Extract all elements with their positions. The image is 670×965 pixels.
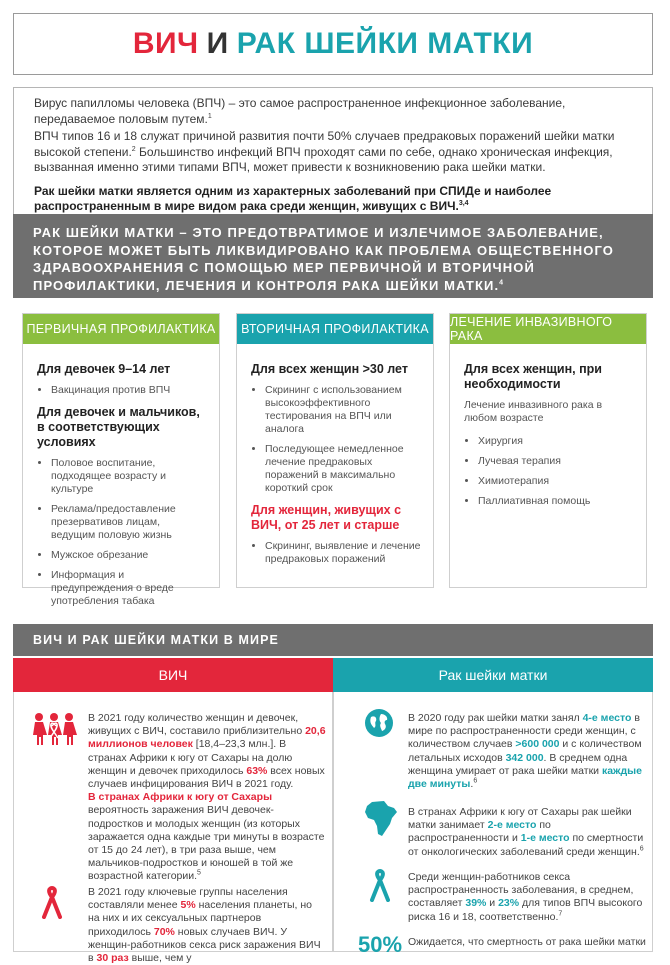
elimination-banner: РАК ШЕЙКИ МАТКИ – ЭТО ПРЕДОТВРАТИМОЕ И ИЗЛЕЧИМОЕ ЗАБОЛЕВАНИЕ, КОТОРОЕ МОЖЕТ БЫТЬ ЛИКВИДИРОВАНО КАК ПРОБЛЕМА ОБЩЕСТВЕННОГО ЗДРАВООХРАНЕНИЯ С ПОМОЩЬЮ МЕР ПЕРВИЧНОЙ И ВТОРИЧНОЙ ПРОФИЛАКТИКИ, ЛЕЧЕНИЯ И КОНТРОЛЯ РАКА ШЕЙКИ МАТКИ.$^4$	[13, 214, 653, 298]
cancer-fact-2: В странах Африки к югу от Сахары рак шейки матки занимает 2-е место по распространенности и 1-е место по смертности от онкологических заболеваний среди женщин.$^6$	[408, 806, 644, 858]
list-item: • Мужское обрезание	[51, 549, 207, 562]
list-item: • Половое воспитание, подходящее возрасту и культуре	[51, 457, 207, 496]
list-item: • Химиотерапия	[478, 475, 634, 488]
card-secondary-heading-1: Для всех женщин >30 лет	[251, 362, 408, 376]
card-primary-list-1	[37, 384, 207, 397]
cancer-fact-3: Среди женщин-работников секса распространенность заболевания, в среднем, составляет 39% и 23% для типов ВПЧ высокого риска 16 и 18, соответственно.$^7$	[408, 871, 643, 923]
card-secondary-heading-2: Для женщин, живущих с ВИЧ, от 25 лет и старше	[251, 503, 402, 532]
intro-paragraph-2: ВПЧ типов 16 и 18 служат причиной развития почти 50% случаев предраковых поражений шейки матки высокой степени.$^2$ Большинство инфекций ВПЧ проходят сами по себе, однако хроническая инфекция, вызванная именно этими типами ВПЧ, может привести к возникновению рака шейки матки.	[34, 129, 615, 174]
women-figures-icon	[30, 712, 78, 746]
list-item: • Хирургия	[478, 435, 634, 448]
list-item: • Скрининг с использованием высокоэффективного тестирования на ВПЧ или аналога	[265, 384, 421, 436]
list-item: • Паллиативная помощь	[478, 495, 634, 508]
title-part-cancer: РАК ШЕЙКИ МАТКИ	[236, 27, 534, 60]
page-title	[13, 13, 653, 75]
list-item: • Вакцинация против ВПЧ	[51, 384, 207, 397]
card-primary-heading-2: Для девочек и мальчиков, в соответствующих условиях	[37, 405, 200, 449]
cancer-fact-4-text: Ожидается, что смертность от рака шейки матки	[408, 936, 646, 948]
card-secondary-list-2	[251, 540, 421, 566]
globe-icon	[364, 708, 394, 738]
cancer-fact-1: В 2020 году рак шейки матки занял 4-е место в мире по распространенности среди женщин, с количеством случаев >600 000 и с количеством летальных исходов 342 000. В среднем одна женщина умирает от рака шейки матки каждые две минуты.$^6$	[408, 712, 642, 791]
card-primary-list-2	[37, 457, 207, 608]
teal-ribbon-icon	[368, 868, 392, 902]
intro-paragraph-1: Вирус папилломы человека (ВПЧ) – это самое распространенное инфекционное заболевание, передаваемое половым путем.$^1$	[34, 96, 566, 126]
intro-bold-statement: Рак шейки матки является одним из характерных заболеваний при СПИДе и наиболее распространенным в мире видом рака среди женщин, живущих с ВИЧ.$^{3,4}$	[34, 183, 552, 213]
card-primary-heading-1: Для девочек 9–14 лет	[37, 362, 171, 376]
card-treatment-header: ЛЕЧЕНИЕ ИНВАЗИВНОГО РАКА	[450, 314, 646, 344]
list-item: • Скрининг, выявление и лечение предраковых поражений	[265, 540, 421, 566]
list-item: • Реклама/предоставление презервативов лицам, ведущим половую жизнь	[51, 503, 207, 542]
hiv-column-header: ВИЧ	[13, 658, 333, 692]
cancer-column-header: Рак шейки матки	[333, 658, 653, 692]
card-secondary-list-1	[251, 384, 421, 495]
world-section-band: ВИЧ И РАК ШЕЙКИ МАТКИ В МИРЕ	[13, 624, 653, 656]
card-treatment	[449, 313, 647, 588]
card-primary-prevention	[22, 313, 220, 607]
list-item: • Лучевая терапия	[478, 455, 634, 468]
title-part-hiv: ВИЧ	[132, 27, 199, 60]
card-treatment-heading: Для всех женщин, при необходимости	[464, 362, 602, 391]
card-secondary-header: ВТОРИЧНАЯ ПРОФИЛАКТИКА	[237, 314, 433, 344]
red-ribbon-icon	[40, 885, 64, 919]
hiv-fact-1: В 2021 году количество женщин и девочек, живущих с ВИЧ, составило приблизительно 20,6 миллионов человек [18,4–23,3 млн.]. В странах Африки к югу от Сахары на долю женщин и девочек приходилось 63% всех новых случаев инфицирования ВИЧ в 2021 году. В странах Африки к югу от Сахары вероятность заражения ВИЧ девочек-подростков и молодых женщин (из которых заражается одна каждые три минуты в возрасте от 15 до 24 лет), в три раза выше, чем мальчиков-подростков и юношей в той же возрастной категории.$^5$	[88, 712, 326, 883]
hiv-fact-2: В 2021 году ключевые группы населения составляли менее 5% населения планеты, но на них и их сексуальных партнеров приходилось 70% новых случаев ВИЧ. У женщин-работников секса риск заражения ВИЧ в 30 раз выше, чем у	[88, 886, 321, 965]
card-treatment-list	[464, 435, 634, 508]
card-treatment-intro: Лечение инвазивного рака в любом возрасте	[464, 399, 603, 424]
list-item: • Информация и предупреждения о вреде употребления табака	[51, 569, 207, 608]
list-item: • Последующее немедленное лечение предраковых поражений в максимально короткий срок	[265, 443, 421, 495]
card-primary-header: ПЕРВИЧНАЯ ПРОФИЛАКТИКА	[23, 314, 219, 344]
card-secondary-prevention	[236, 313, 434, 588]
intro-section	[13, 87, 653, 214]
title-part-and: И	[206, 27, 229, 60]
cancer-fact-4-big-number: 50%	[358, 932, 403, 957]
africa-map-icon	[364, 800, 398, 838]
